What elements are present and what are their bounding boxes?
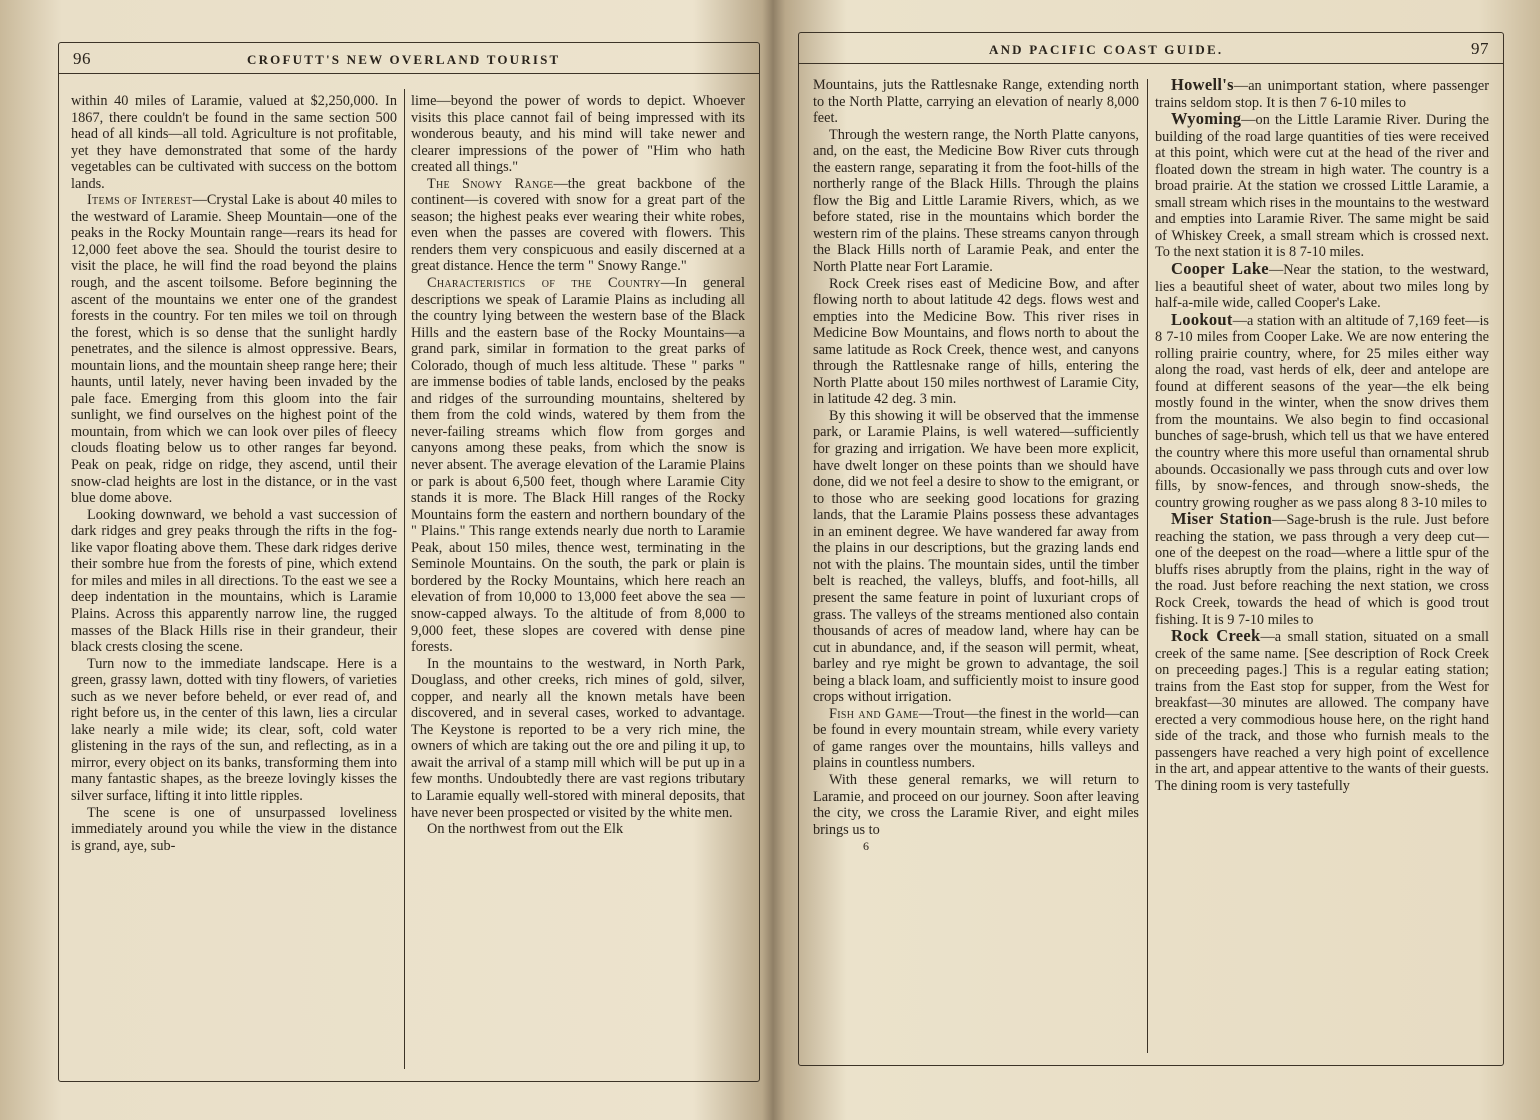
- paragraph-text: —Near the station, to the westward, lies a beautiful sheet of water, about two miles long by half-a-mile wide, called Cooper's Lake.: [1155, 262, 1489, 312]
- signature-mark: 6: [863, 839, 869, 854]
- paragraph: [813, 772, 1139, 838]
- paragraph-text: lime—beyond the power of words to depict. Whoever visits this place cannot fail of being impressed with its wonderous beauty, and his mind will take newer and clearer impressions of the power of "Him who hath created all things.": [411, 93, 745, 176]
- station-name: Howell's: [1171, 77, 1234, 94]
- paragraph-text: On the northwest from out the Elk: [427, 821, 624, 838]
- paragraph-text: Turn now to the immediate landscape. Here is a green, grassy lawn, dotted with tiny flowers, of varieties such as we never before beheld, or ever read of, and right before us, in the center of this lawn, lies a circular lake nearly a mile wide; its clear, soft, cold water glistening in the rays of the sun, and reflecting, as in a mirror, every object on its banks, transforming them into many fantastic shapes, as the breeze lovingly kisses the silver surface, lifting it into little ripples.: [71, 655, 397, 804]
- page-frame: [798, 32, 1504, 1066]
- paragraph: [411, 176, 745, 275]
- station-name: Cooper Lake: [1171, 259, 1269, 279]
- page-number: 97: [1471, 39, 1489, 58]
- paragraph: [71, 656, 397, 805]
- paragraph: [411, 93, 745, 176]
- page-header: [59, 43, 759, 74]
- right-page: [770, 0, 1540, 1120]
- text-column-left: [71, 93, 397, 1057]
- paragraph: [1155, 111, 1489, 261]
- paragraph: [71, 805, 397, 855]
- paragraph-text: —Sage-brush is the rule. Just before reaching the station, we pass through a very deep cut—one of the deepest on the road—where a little spur of the bluffs rises abruptly from the plains, right in the way of the road. Just before reaching the next station, we cross Rock Creek, towards the head of which is good trout fishing. It is 9 7-10 miles to: [1155, 512, 1489, 628]
- column-rule: [1147, 79, 1148, 1053]
- paragraph: [813, 77, 1139, 127]
- paragraph: [411, 275, 745, 656]
- paragraph-text: within 40 miles of Laramie, valued at $2,250,000. In 1867, there couldn't be found in the same section 500 head of all kinds—all told. Agriculture is not profitable, yet they have demonstrated that some of the hardy vegetables can be cultivated with success on the bottom lands.: [71, 93, 397, 192]
- paragraph-text: In the mountains to the westward, in North Park, Douglass, and other creeks, rich mines of gold, silver, copper, and nearly all the known metals have been discovered, and in several cases, worked to advantage. The Keystone is reported to be a very rich mine, the owners of which are taking out the ore and piling it up, to await the arrival of a stamp mill which will be put up in a few months. Undoubtedly there are vast regions tributary to Laramie equally well-stored with mineral deposits, that have never been prospected or visited by the white men.: [411, 655, 745, 821]
- paragraph: [813, 408, 1139, 706]
- section-heading: Fish and Game: [829, 705, 919, 722]
- page-frame: [58, 42, 760, 1082]
- paragraph-text: —In general descriptions we speak of Laramie Plains as including all the country lying between the western base of the Black Hills and the eastern base of the Rocky Mountains—a grand park, similar in formation to the great parks of Colorado, though of much less altitude. These " parks " are immense bodies of table lands, enclosed by the peaks and ridges of the surrounding mountains, sheltered by them from the cold winds, watered by them from the never-failing streams which flow from gorges and canyons among these peaks, from which the snow is never absent. The average elevation of the Laramie Plains or park is about 6,500 feet, though where Laramie City stands it is more. The Black Hill ranges of the Rocky Mountains form the eastern and northern boundary of the " Plains." This range extends nearly due north to Laramie Peak, about 150 miles, thence west, terminating in the Seminole Mountains. On the south, the park or plain is bordered by the Rocky Mountains, which here reach an elevation of from 10,000 to 13,000 feet above the sea —snow-capped always. To the altitude of from 8,000 to 9,000 feet, these slopes are covered with dense pine forests.: [411, 275, 745, 656]
- paragraph: [1155, 261, 1489, 312]
- paragraph: [1155, 511, 1489, 628]
- text-column-left: [813, 77, 1139, 1041]
- paragraph-text: Looking downward, we behold a vast succession of dark ridges and grey peaks through the rifts in the fog-like vapor floating above them. These dark ridges derive their sombre hue from the forests of pine, which extend for miles and miles in all directions. To the east we see a deep indentation in the mountains, which is Laramie Plains. Across this apparently narrow line, the rugged masses of the Black Hills rise in their grandeur, their black crests closing the scene.: [71, 506, 397, 656]
- paragraph: [813, 127, 1139, 276]
- page-number: 96: [73, 49, 91, 68]
- paragraph: [71, 93, 397, 192]
- paragraph-text: By this showing it will be observed that the immense park, or Laramie Plains, is well watered—sufficiently for grazing and irrigation. We have been more explicit, have dwelt longer on these points than we should have done, did we not feel a desire to show to the emigrant, or to those who are seeking good locations for grazing lands, that the Laramie Plains possess these advantages in an eminent degree. We have wandered far away from the plains in our descriptions, but the grazing lands end not with the plains. The mountain sides, until the timber belt is reached, the valleys, bluffs, and foot-hills, all present the same feature in point of luxuriant crops of grass. The valleys of the streams mentioned also contain thousands of acres of meadow land, where hay can be cut in abundance, and, if the season will permit, wheat, barley and rye might be grown to advantage, the soil being a black loam, and sufficiently moist to insure good crops without irrigation.: [813, 407, 1139, 706]
- text-column-right: [411, 93, 745, 1057]
- paragraph-text: —Trout—the finest in the world—can be found in every mountain stream, while every variety of game ranges over the mountains, hills valleys and plains in countless numbers.: [813, 705, 1139, 772]
- paragraph: [813, 276, 1139, 408]
- station-name: Rock Creek: [1171, 626, 1261, 646]
- running-head: CROFUTT'S NEW OVERLAND TOURIST: [247, 52, 561, 67]
- text-column-right: [1155, 77, 1489, 1041]
- section-heading: Items of Interest: [87, 192, 193, 209]
- paragraph: [1155, 309, 1489, 512]
- paragraph: [71, 192, 397, 506]
- station-name: Wyoming: [1171, 109, 1242, 129]
- paragraph-text: Mountains, juts the Rattlesnake Range, extending north to the North Platte, carrying an elevation of nearly 8,000 feet.: [813, 77, 1139, 127]
- paragraph-text: —the great backbone of the continent—is covered with snow for a great part of the season; the highest peaks ever wearing their white robes, even when the passes are covered with flowers. This renders them very conspicuous and easily discerned at a great distance. Hence the term " Snowy Range.": [411, 175, 745, 275]
- station-name: Miser Station: [1171, 509, 1273, 529]
- section-heading: The Snowy Range: [427, 175, 554, 192]
- section-heading: Characteristics of the Country: [427, 275, 661, 292]
- paragraph-text: Rock Creek rises east of Medicine Bow, and after flowing north to about latitude 42 degs. flows west and empties into the Medicine Bow. This river rises in Medicine Bow Mountains, and flows north to about the same latitude as Rock Creek, thence west, and canyons through the Rattlesnake range of hills, entering the North Platte about 150 miles northwest of Laramie City, in latitude 42 deg. 3 min.: [813, 275, 1139, 408]
- paragraph-text: Through the western range, the North Platte canyons, and, on the east, the Medicine Bow River cuts through the eastern range, separating it from the foot-hills of the northerly range of the Black Hills. Through the plains flow the Big and Little Laramie Rivers, which, as we before stated, rise in the mountains which border the western rim of the plains. These streams canyon through the Black Hills north of Laramie Peak, and enter the North Platte near Fort Laramie.: [813, 126, 1139, 276]
- running-head: AND PACIFIC COAST GUIDE.: [989, 42, 1224, 57]
- paragraph-text: —a station with an altitude of 7,169 feet—is 8 7-10 miles from Cooper Lake. We are now entering the rolling prairie country, where, for 25 miles either way along the road, vast herds of elk, deer and antelope are found at different seasons of the year—the elk being mostly found in the winter, when the snow drives them from the mountains. We also begin to find occasional bunches of sage-brush, which tell us that we have entered the country where this more useful than ornamental shrub abounds. Occasionally we pass through cuts and over low fills, by snow-fences, and through snow-sheds, the country growing rougher as we pass along 8 3-10 miles to: [1155, 312, 1489, 511]
- page-header: [799, 33, 1503, 64]
- paragraph: [411, 656, 745, 821]
- paragraph: [411, 821, 745, 838]
- station-name: Lookout: [1171, 309, 1233, 329]
- paragraph: [1155, 628, 1489, 794]
- paragraph: [813, 706, 1139, 772]
- paragraph-text: —on the Little Laramie River. During the building of the road large quantities of ties were received at this point, which were cut at the head of the river and floated down the stream in high water. The country is a broad prairie. At the station we crossed Little Laramie, a small stream which rises in the mountains to the westward and empties into Laramie River. The same might be said of Whiskey Creek, a small stream which is crossed next. To the next station it is 8 7-10 miles.: [1155, 112, 1489, 261]
- paragraph: [1155, 77, 1489, 111]
- paragraph-text: —a small station, situated on a small creek of the same name. [See description of Rock Creek on preceeding pages.] This is a regular eating station; trains from the East stop for supper, from the West for breakfast—30 minutes are allowed. The company have erected a very commodious house here, on the right hand side of the track, and those who furnish meals to the passengers have reached a very high point of excellence in the art, and appear attentive to the wants of their guests. The dining room is very tastefully: [1155, 629, 1489, 794]
- paragraph-text: With these general remarks, we will return to Laramie, and proceed on our journey. Soon after leaving the city, we cross the Laramie River, and eight miles brings us to: [813, 771, 1139, 838]
- paragraph: [71, 507, 397, 656]
- paragraph-text: The scene is one of unsurpassed loveliness immediately around you while the view in the distance is grand, aye, sub-: [71, 804, 397, 854]
- paragraph-text: —an unimportant station, where passenger trains seldom stop. It is then 7 6-10 miles to: [1155, 78, 1489, 111]
- column-rule: [404, 89, 405, 1069]
- paragraph-text: —Crystal Lake is about 40 miles to the westward of Laramie. Sheep Mountain—one of the peaks in the Rocky Mountain range—rears its head for 12,000 feet above the sea. Should the tourist desire to visit the place, he will find the road beyond the plains rough, and the ascent toilsome. Before beginning the ascent of the mountains we enter one of the grandest forests in the country. For ten miles we toil on through the forest, which is so dense that the sunlight hardly penetrates, and the silence is almost oppressive. Bears, mountain lions, and the mountain sheep range here; their haunts, until lately, never having been invaded by the pale face. Emerging from this gloom into the fair sunlight, we find ourselves on the highest point of the mountain, from which we can look over piles of fleecy clouds floating below us to other ranges far beyond. Peak on peak, ridge on ridge, they ascend, until their snow-clad heights are lost in the distance, or in the vast blue dome above.: [71, 192, 397, 507]
